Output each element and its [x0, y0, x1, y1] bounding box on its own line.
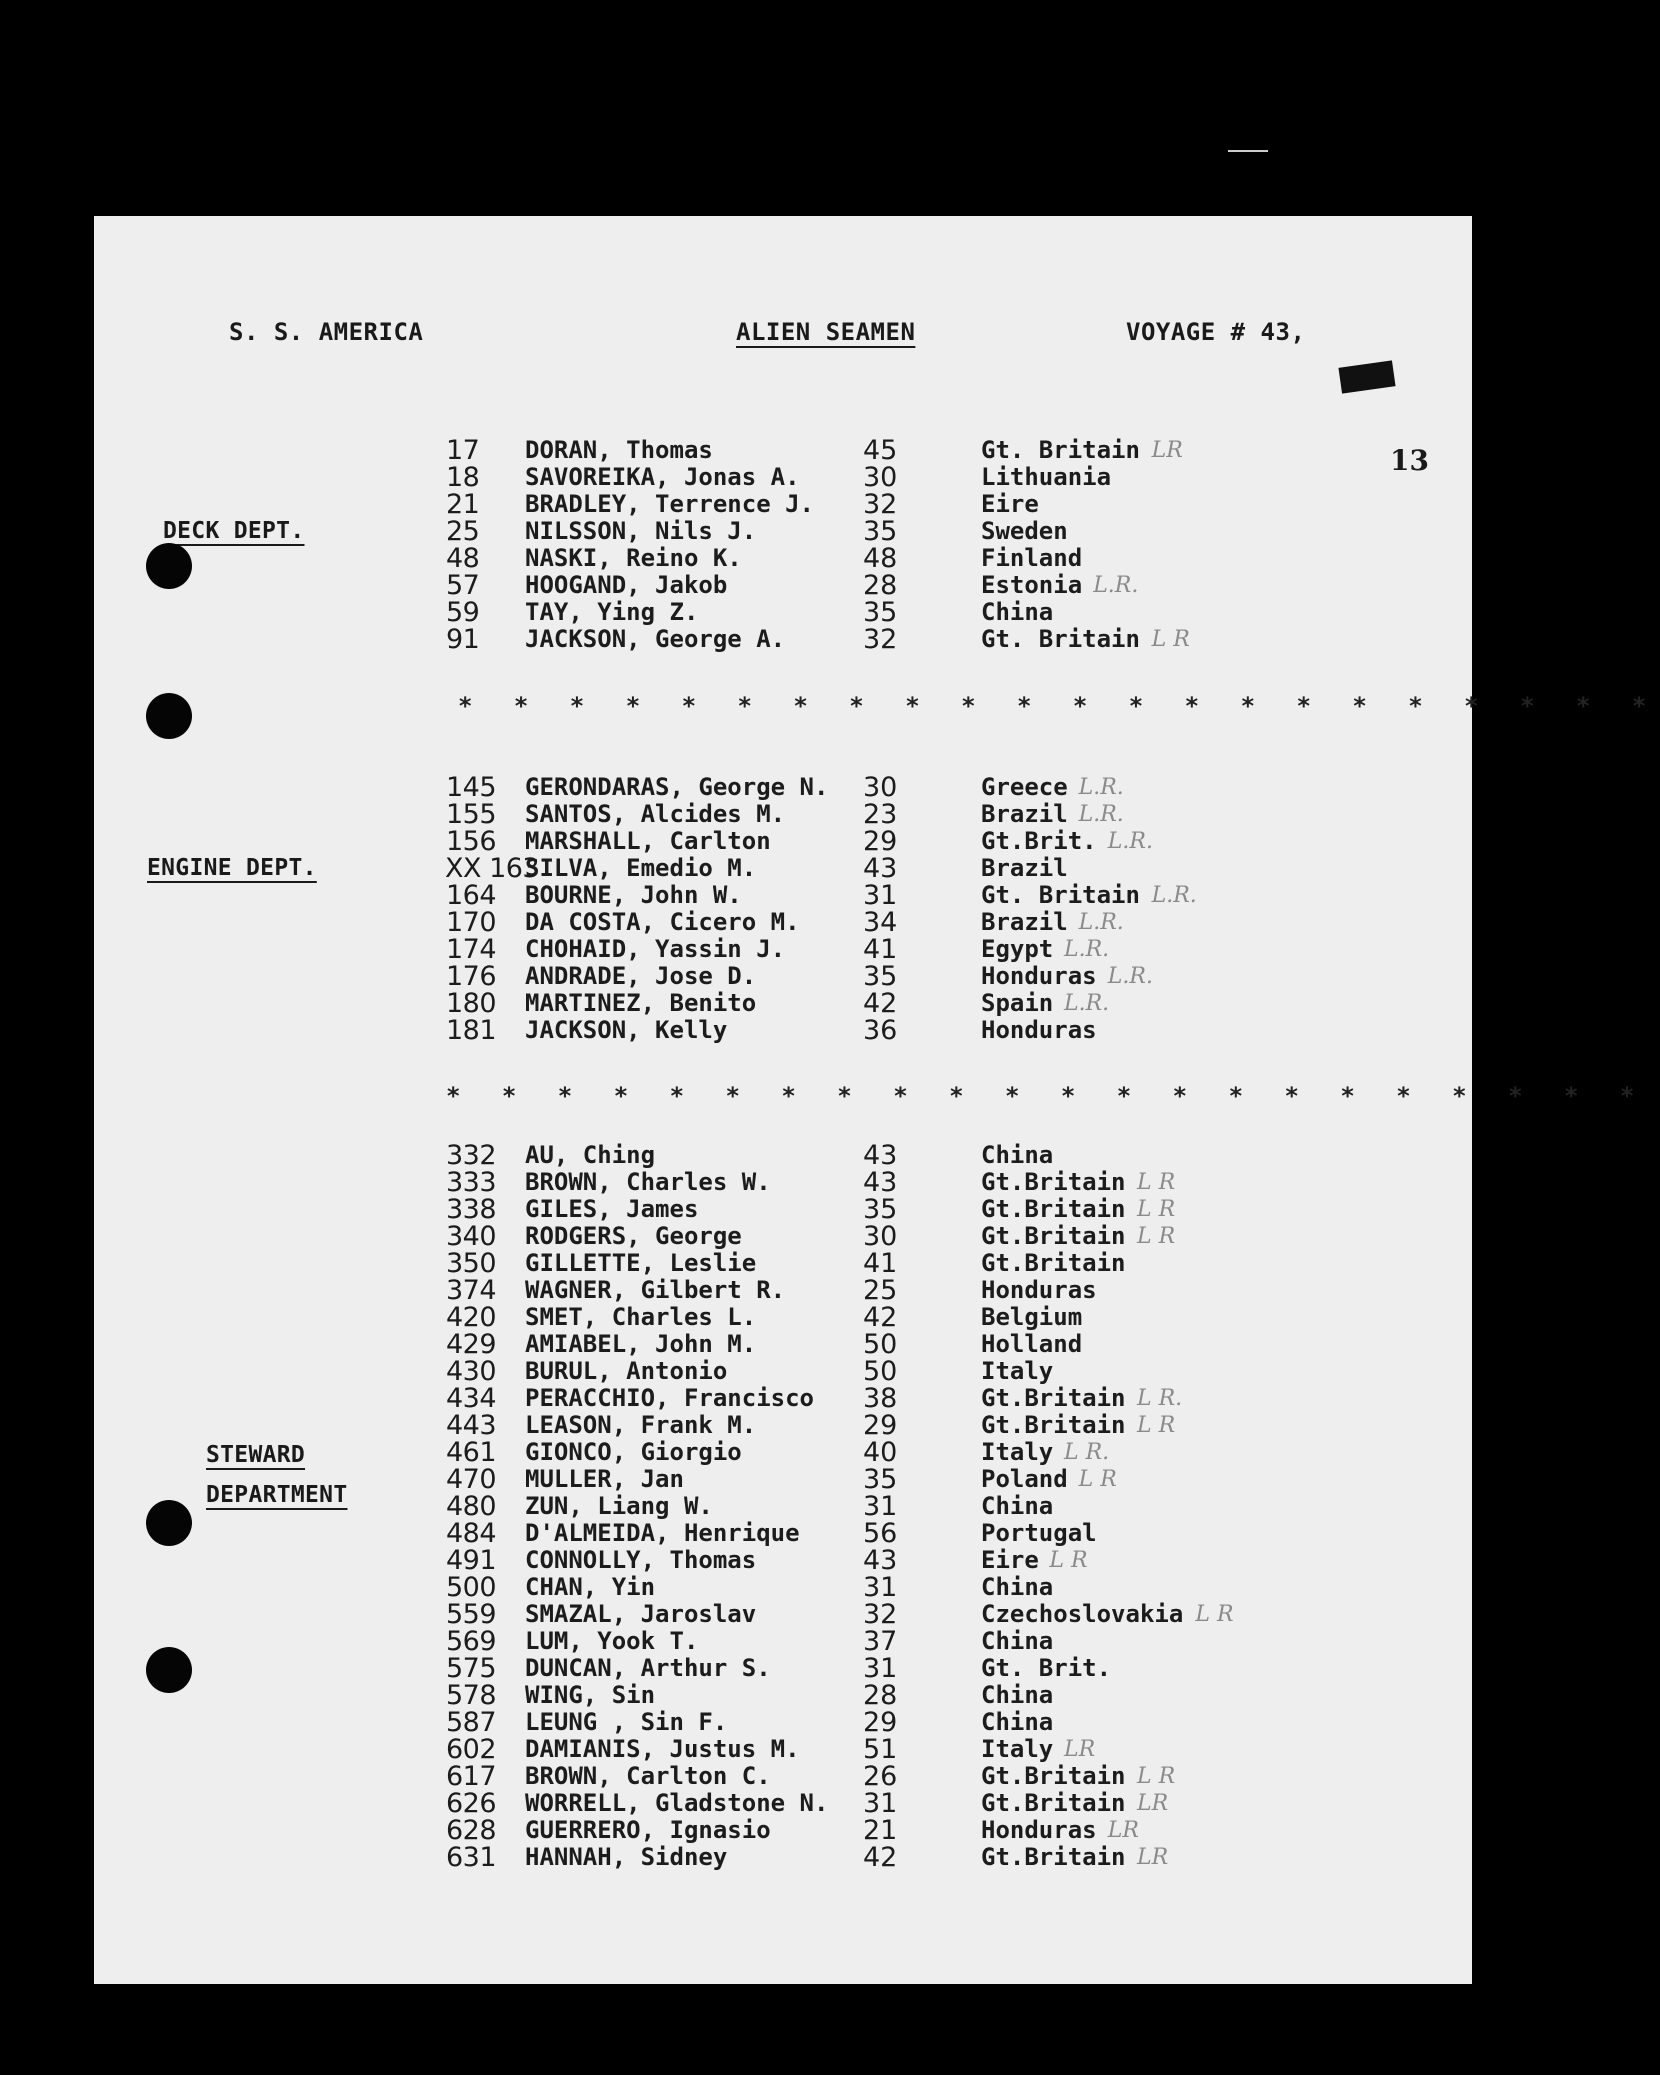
seaman-name: DORAN, Thomas — [525, 436, 713, 464]
seaman-age: 41 — [863, 934, 898, 965]
seaman-name: NILSSON, Nils J. — [525, 517, 757, 545]
seaman-row — [0, 1574, 1400, 1601]
seaman-number: 374 — [446, 1275, 497, 1306]
seaman-number: 617 — [446, 1761, 497, 1792]
seaman-nationality: Gt.Britain — [981, 1843, 1126, 1871]
seaman-name: GILLETTE, Leslie — [525, 1249, 757, 1277]
seaman-number: 180 — [446, 988, 497, 1019]
seaman-age: 42 — [863, 1302, 898, 1333]
seaman-age: 35 — [863, 961, 898, 992]
seaman-number: 578 — [446, 1680, 497, 1711]
seaman-number: 57 — [446, 570, 480, 601]
seaman-age: 32 — [863, 489, 898, 520]
seaman-row — [0, 1736, 1400, 1763]
seaman-nationality: Honduras — [981, 1816, 1097, 1844]
seaman-age: 31 — [863, 880, 898, 911]
seaman-name: SMAZAL, Jaroslav — [525, 1600, 757, 1628]
seaman-nationality: Sweden — [981, 517, 1068, 545]
seaman-number: 500 — [446, 1572, 497, 1603]
seaman-nationality: China — [981, 1681, 1054, 1709]
seaman-name: LEASON, Frank M. — [525, 1411, 757, 1439]
seaman-name: HOOGAND, Jakob — [525, 571, 728, 599]
seaman-nationality: Gt.Britain — [981, 1762, 1126, 1790]
seaman-nationality: Egypt — [981, 935, 1054, 963]
seaman-age: 35 — [863, 1194, 898, 1225]
seaman-row — [0, 1250, 1400, 1277]
seaman-name: BROWN, Charles W. — [525, 1168, 771, 1196]
seaman-name: BROWN, Carlton C. — [525, 1762, 771, 1790]
seaman-name: MARSHALL, Carlton — [525, 827, 771, 855]
seaman-nationality: Gt.Britain — [981, 1195, 1126, 1223]
seaman-age: 32 — [863, 624, 898, 655]
seaman-name: LUM, Yook T. — [525, 1627, 699, 1655]
seaman-age: 43 — [863, 1140, 898, 1171]
seaman-number: 155 — [446, 799, 497, 830]
seaman-row — [0, 1304, 1400, 1331]
seaman-age: 30 — [863, 1221, 898, 1252]
handwritten-note: L.R. — [1107, 964, 1153, 989]
seaman-nationality: Gt.Britain — [981, 1411, 1126, 1439]
seaman-age: 36 — [863, 1015, 898, 1046]
seaman-nationality: Gt.Britain — [981, 1249, 1126, 1277]
dept-label-deck: DECK DEPT. — [163, 518, 305, 544]
seaman-name: DA COSTA, Cicero M. — [525, 908, 800, 936]
seaman-name: GILES, James — [525, 1195, 699, 1223]
seaman-age: 48 — [863, 543, 898, 574]
seaman-nationality: Gt. Britain — [981, 436, 1140, 464]
seaman-number: 340 — [446, 1221, 497, 1252]
seaman-number: 48 — [446, 543, 480, 574]
seaman-number: 628 — [446, 1815, 497, 1846]
seaman-row — [0, 963, 1400, 990]
seaman-row — [0, 1763, 1400, 1790]
seaman-age: 28 — [863, 570, 898, 601]
seaman-number: 420 — [446, 1302, 497, 1333]
seaman-nationality: Eire — [981, 1546, 1039, 1574]
seaman-row — [0, 572, 1400, 599]
separator-stars: * * * * * * * * * * * * * * * * * * * * * * — [458, 692, 1660, 720]
seaman-number: 559 — [446, 1599, 497, 1630]
seaman-age: 43 — [863, 1545, 898, 1576]
seaman-nationality: China — [981, 1573, 1054, 1601]
seaman-nationality: China — [981, 1492, 1054, 1520]
handwritten-note: L R — [1151, 627, 1190, 652]
seaman-age: 31 — [863, 1491, 898, 1522]
seaman-nationality: Brazil — [981, 854, 1068, 882]
seaman-number: 170 — [446, 907, 497, 938]
seaman-row — [0, 936, 1400, 963]
handwritten-note: L R — [1137, 1170, 1176, 1195]
seaman-age: 50 — [863, 1356, 898, 1387]
seaman-row — [0, 1817, 1400, 1844]
dept-label-steward-2: DEPARTMENT — [206, 1482, 348, 1508]
seaman-age: 30 — [863, 772, 898, 803]
seaman-name: SILVA, Emedio M. — [525, 854, 757, 882]
seaman-nationality: Italy — [981, 1735, 1054, 1763]
seaman-nationality: Spain — [981, 989, 1054, 1017]
seaman-nationality: Brazil — [981, 800, 1068, 828]
seaman-nationality: Czechoslovakia — [981, 1600, 1184, 1628]
seaman-age: 29 — [863, 1410, 898, 1441]
handwritten-note: L R — [1137, 1764, 1176, 1789]
seaman-age: 32 — [863, 1599, 898, 1630]
handwritten-note: L R — [1078, 1467, 1117, 1492]
seaman-age: 35 — [863, 597, 898, 628]
seaman-number: 174 — [446, 934, 497, 965]
seaman-age: 45 — [863, 435, 898, 466]
seaman-age: 34 — [863, 907, 898, 938]
seaman-row — [0, 990, 1400, 1017]
handwritten-note: L.R. — [1078, 802, 1124, 827]
seaman-age: 31 — [863, 1572, 898, 1603]
seaman-name: JACKSON, Kelly — [525, 1016, 728, 1044]
handwritten-note: LR — [1107, 1818, 1139, 1843]
seaman-number: 602 — [446, 1734, 497, 1765]
seaman-age: 50 — [863, 1329, 898, 1360]
seaman-name: GUERRERO, Ignasio — [525, 1816, 771, 1844]
seaman-name: WING, Sin — [525, 1681, 656, 1709]
seaman-number: 429 — [446, 1329, 497, 1360]
seaman-nationality: Gt.Brit. — [981, 827, 1097, 855]
dept-label-engine: ENGINE DEPT. — [147, 855, 317, 881]
seaman-number: 484 — [446, 1518, 497, 1549]
seaman-row — [0, 491, 1400, 518]
seaman-nationality: Lithuania — [981, 463, 1112, 491]
seaman-number: 434 — [446, 1383, 497, 1414]
seaman-nationality: Gt.Britain — [981, 1789, 1126, 1817]
seaman-row — [0, 1017, 1400, 1044]
punch-hole — [146, 693, 192, 739]
seaman-row — [0, 828, 1400, 855]
seaman-row — [0, 1601, 1400, 1628]
seaman-name: WAGNER, Gilbert R. — [525, 1276, 786, 1304]
handwritten-note: L R — [1137, 1197, 1176, 1222]
document-title: ALIEN SEAMEN — [736, 318, 916, 346]
seaman-number: 91 — [446, 624, 480, 655]
seaman-name: BRADLEY, Terrence J. — [525, 490, 814, 518]
seaman-row — [0, 774, 1400, 801]
seaman-number: 461 — [446, 1437, 497, 1468]
seaman-name: AU, Ching — [525, 1141, 656, 1169]
seaman-name: DAMIANIS, Justus M. — [525, 1735, 800, 1763]
seaman-number: 350 — [446, 1248, 497, 1279]
seaman-name: WORRELL, Gladstone N. — [525, 1789, 829, 1817]
handwritten-note: L.R. — [1078, 775, 1124, 800]
handwritten-note: L R. — [1064, 1440, 1110, 1465]
seaman-name: ANDRADE, Jose D. — [525, 962, 757, 990]
seaman-number: 470 — [446, 1464, 497, 1495]
seaman-nationality: China — [981, 1708, 1054, 1736]
seaman-row — [0, 1385, 1400, 1412]
seaman-row — [0, 801, 1400, 828]
handwritten-note: L R — [1137, 1224, 1176, 1249]
seaman-row — [0, 1844, 1400, 1871]
seaman-row — [0, 1493, 1400, 1520]
seaman-number: 21 — [446, 489, 480, 520]
seaman-age: 30 — [863, 462, 898, 493]
seaman-age: 43 — [863, 1167, 898, 1198]
seaman-age: 41 — [863, 1248, 898, 1279]
handwritten-note: LR — [1064, 1737, 1096, 1762]
seaman-name: BOURNE, John W. — [525, 881, 742, 909]
seaman-nationality: Italy — [981, 1357, 1054, 1385]
seaman-number: 332 — [446, 1140, 497, 1171]
ship-name: S. S. AMERICA — [229, 318, 424, 346]
seaman-number: 338 — [446, 1194, 497, 1225]
seaman-age: 43 — [863, 853, 898, 884]
handwritten-note: L.R. — [1078, 910, 1124, 935]
seaman-number: 587 — [446, 1707, 497, 1738]
seaman-row — [0, 1628, 1400, 1655]
seaman-row — [0, 1790, 1400, 1817]
seaman-nationality: China — [981, 1627, 1054, 1655]
seaman-nationality: Honduras — [981, 1276, 1097, 1304]
seaman-name: JACKSON, George A. — [525, 625, 786, 653]
seaman-age: 23 — [863, 799, 898, 830]
seaman-row — [0, 599, 1400, 626]
seaman-nationality: Gt.Britain — [981, 1168, 1126, 1196]
seaman-row — [0, 518, 1400, 545]
seaman-name: MARTINEZ, Benito — [525, 989, 757, 1017]
seaman-row — [0, 1709, 1400, 1736]
seaman-row — [0, 855, 1400, 882]
seaman-number: 176 — [446, 961, 497, 992]
seaman-name: GERONDARAS, George N. — [525, 773, 829, 801]
seaman-row — [0, 1439, 1400, 1466]
seaman-name: ZUN, Liang W. — [525, 1492, 713, 1520]
seaman-age: 31 — [863, 1788, 898, 1819]
seaman-number: 181 — [446, 1015, 497, 1046]
seaman-name: NASKI, Reino K. — [525, 544, 742, 572]
seaman-name: SANTOS, Alcides M. — [525, 800, 786, 828]
seaman-age: 38 — [863, 1383, 898, 1414]
seaman-age: 42 — [863, 988, 898, 1019]
seaman-nationality: Gt. Brit. — [981, 1654, 1112, 1682]
seaman-nationality: Italy — [981, 1438, 1054, 1466]
seaman-name: RODGERS, George — [525, 1222, 742, 1250]
seaman-row — [0, 1169, 1400, 1196]
seaman-age: 26 — [863, 1761, 898, 1792]
seaman-number: 156 — [446, 826, 497, 857]
seaman-row — [0, 1277, 1400, 1304]
seaman-name: TAY, Ying Z. — [525, 598, 699, 626]
seaman-number: 164 — [446, 880, 497, 911]
seaman-name: D'ALMEIDA, Henrique — [525, 1519, 800, 1547]
seaman-name: HANNAH, Sidney — [525, 1843, 728, 1871]
seaman-number: 480 — [446, 1491, 497, 1522]
seaman-age: 56 — [863, 1518, 898, 1549]
seaman-nationality: Gt. Britain — [981, 881, 1140, 909]
handwritten-note: L R. — [1137, 1386, 1183, 1411]
dept-label-steward: STEWARD — [206, 1442, 306, 1468]
voyage-number: VOYAGE # 43, — [1126, 318, 1306, 346]
seaman-row — [0, 882, 1400, 909]
handwritten-note: L.R. — [1064, 991, 1110, 1016]
seaman-name: CONNOLLY, Thomas — [525, 1546, 757, 1574]
seaman-nationality: Belgium — [981, 1303, 1083, 1331]
seaman-age: 51 — [863, 1734, 898, 1765]
seaman-name: AMIABEL, John M. — [525, 1330, 757, 1358]
seaman-number: 443 — [446, 1410, 497, 1441]
seaman-nationality: China — [981, 1141, 1054, 1169]
seaman-age: 42 — [863, 1842, 898, 1873]
seaman-age: 40 — [863, 1437, 898, 1468]
seaman-number: 25 — [446, 516, 480, 547]
seaman-number: 18 — [446, 462, 480, 493]
seaman-number: 59 — [446, 597, 480, 628]
seaman-nationality: Holland — [981, 1330, 1083, 1358]
seaman-nationality: Gt. Britain — [981, 625, 1140, 653]
seaman-age: 37 — [863, 1626, 898, 1657]
handwritten-note: L.R. — [1151, 883, 1197, 908]
seaman-number: 626 — [446, 1788, 497, 1819]
handwritten-note: L R — [1195, 1602, 1234, 1627]
seaman-nationality: Honduras — [981, 962, 1097, 990]
seaman-row — [0, 909, 1400, 936]
seaman-row — [0, 437, 1400, 464]
seaman-nationality: Gt.Britain — [981, 1222, 1126, 1250]
seaman-nationality: Estonia — [981, 571, 1083, 599]
seaman-nationality: Eire — [981, 490, 1039, 518]
seaman-name: MULLER, Jan — [525, 1465, 684, 1493]
seaman-number: XX 163 — [445, 853, 540, 884]
seaman-number: 145 — [446, 772, 497, 803]
seaman-number: 333 — [446, 1167, 497, 1198]
seaman-age: 25 — [863, 1275, 898, 1306]
seaman-row — [0, 1142, 1400, 1169]
scan-speck — [1228, 150, 1268, 152]
handwritten-note: LR — [1137, 1791, 1169, 1816]
seaman-number: 569 — [446, 1626, 497, 1657]
handwritten-note: L R — [1137, 1413, 1176, 1438]
seaman-number: 430 — [446, 1356, 497, 1387]
seaman-age: 31 — [863, 1653, 898, 1684]
seaman-name: BURUL, Antonio — [525, 1357, 728, 1385]
seaman-row — [0, 1682, 1400, 1709]
separator-stars: * * * * * * * * * * * * * * * * * * * * * * — [446, 1082, 1648, 1110]
seaman-nationality: Portugal — [981, 1519, 1097, 1547]
seaman-row — [0, 1223, 1400, 1250]
seaman-age: 21 — [863, 1815, 898, 1846]
seaman-nationality: Finland — [981, 544, 1083, 572]
seaman-row — [0, 1331, 1400, 1358]
page-number: 13 — [1390, 444, 1429, 477]
seaman-row — [0, 1655, 1400, 1682]
seaman-number: 631 — [446, 1842, 497, 1873]
seaman-nationality: Greece — [981, 773, 1068, 801]
handwritten-note: L.R. — [1093, 573, 1139, 598]
handwritten-note: L.R. — [1064, 937, 1110, 962]
seaman-row — [0, 1547, 1400, 1574]
seaman-row — [0, 464, 1400, 491]
seaman-name: DUNCAN, Arthur S. — [525, 1654, 771, 1682]
seaman-name: SMET, Charles L. — [525, 1303, 757, 1331]
seaman-row — [0, 1466, 1400, 1493]
seaman-age: 35 — [863, 516, 898, 547]
seaman-name: LEUNG , Sin F. — [525, 1708, 728, 1736]
seaman-nationality: Gt.Britain — [981, 1384, 1126, 1412]
seaman-age: 28 — [863, 1680, 898, 1711]
seaman-name: SAVOREIKA, Jonas A. — [525, 463, 800, 491]
seaman-nationality: Poland — [981, 1465, 1068, 1493]
seaman-number: 17 — [446, 435, 480, 466]
seaman-name: CHOHAID, Yassin J. — [525, 935, 786, 963]
handwritten-note: L.R. — [1107, 829, 1153, 854]
seaman-row — [0, 1520, 1400, 1547]
seaman-number: 575 — [446, 1653, 497, 1684]
seaman-name: PERACCHIO, Francisco — [525, 1384, 814, 1412]
seaman-age: 35 — [863, 1464, 898, 1495]
seaman-age: 29 — [863, 826, 898, 857]
handwritten-note: LR — [1151, 438, 1183, 463]
handwritten-note: L R — [1049, 1548, 1088, 1573]
seaman-row — [0, 1196, 1400, 1223]
handwritten-note: LR — [1137, 1845, 1169, 1870]
seaman-row — [0, 1412, 1400, 1439]
seaman-row — [0, 1358, 1400, 1385]
seaman-number: 491 — [446, 1545, 497, 1576]
seaman-nationality: China — [981, 598, 1054, 626]
seaman-nationality: Brazil — [981, 908, 1068, 936]
seaman-row — [0, 626, 1400, 653]
seaman-row — [0, 545, 1400, 572]
seaman-nationality: Honduras — [981, 1016, 1097, 1044]
seaman-name: CHAN, Yin — [525, 1573, 656, 1601]
seaman-age: 29 — [863, 1707, 898, 1738]
seaman-name: GIONCO, Giorgio — [525, 1438, 742, 1466]
